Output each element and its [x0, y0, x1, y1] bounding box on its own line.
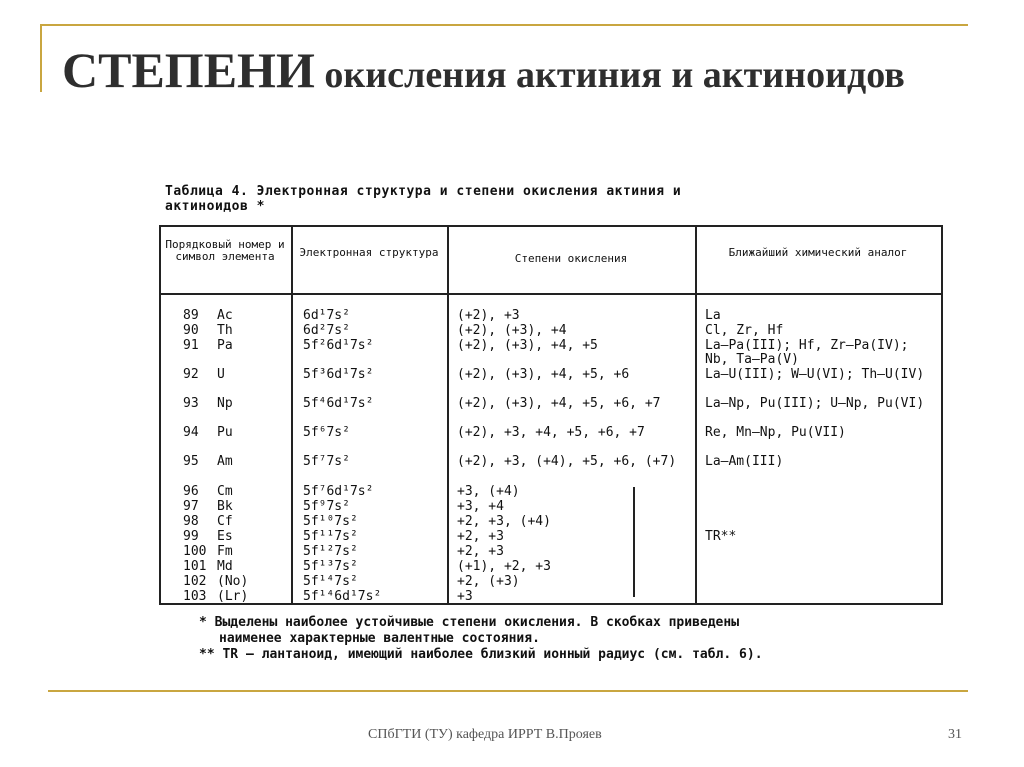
table-caption	[165, 184, 681, 214]
cell-symbol: Am	[217, 454, 233, 469]
cell-states: (+2), (+3), +4, +5, +6, +7	[457, 396, 661, 411]
header-number: Порядковый номер и символ элемента	[165, 238, 285, 263]
cell-structure: 5f²6d¹7s²	[303, 338, 374, 353]
cell-symbol: (No)	[217, 574, 249, 589]
note-1: * Выделены наиболее устойчивые степени окисления. В скобках приведены	[199, 615, 740, 630]
cell-states: +3	[457, 589, 473, 604]
cell-symbol: Es	[217, 529, 233, 544]
cell-structure: 5f¹⁴6d¹7s²	[303, 589, 382, 604]
cell-number: 97	[183, 499, 199, 514]
cell-number: 96	[183, 484, 199, 499]
cell-states: +3, +4	[457, 499, 504, 514]
col-border-3	[695, 225, 697, 605]
oxidation-table	[159, 225, 943, 605]
top-rule	[40, 24, 968, 26]
cell-number: 90	[183, 323, 199, 338]
cell-number: 98	[183, 514, 199, 529]
slide-title	[62, 38, 942, 115]
header-analog: Ближайший химический аналог	[728, 246, 908, 259]
cell-structure: 5f¹²7s²	[303, 544, 358, 559]
cell-number: 101	[183, 559, 207, 574]
cell-symbol: Pa	[217, 338, 233, 353]
cell-number: 91	[183, 338, 199, 353]
title-strong: СТЕПЕНИ	[62, 42, 315, 98]
col-border-1	[291, 225, 293, 605]
cell-number: 89	[183, 308, 199, 323]
cell-structure: 5f⁷7s²	[303, 454, 350, 469]
cell-states: (+1), +2, +3	[457, 559, 551, 574]
cell-structure: 6d²7s²	[303, 323, 350, 338]
scanned-table-image	[155, 172, 955, 672]
cell-states: +2, (+3)	[457, 574, 520, 589]
cell-number: 92	[183, 367, 199, 382]
col-border-0	[159, 225, 161, 605]
cell-states: +2, +3	[457, 544, 504, 559]
cell-symbol: U	[217, 367, 225, 382]
cell-symbol: Ac	[217, 308, 233, 323]
cell-states: (+2), (+3), +4, +5, +6	[457, 367, 630, 382]
cell-analog: Re, Mn—Np, Pu(VII)	[705, 425, 846, 440]
cell-analog: Cl, Zr, Hf	[705, 323, 784, 338]
cell-states: +2, +3	[457, 529, 504, 544]
cell-states: (+2), (+3), +4	[457, 323, 567, 338]
note-1-cont: наименее характерные валентные состояния.	[219, 631, 540, 646]
cell-number: 95	[183, 454, 199, 469]
cell-analog: La—Np, Pu(III); U—Np, Pu(VI)	[705, 396, 925, 411]
cell-symbol: (Lr)	[217, 589, 249, 604]
cell-structure: 5f⁷6d¹7s²	[303, 484, 374, 499]
cell-structure: 5f¹³7s²	[303, 559, 358, 574]
cell-structure: 5f¹¹7s²	[303, 529, 358, 544]
cell-symbol: Md	[217, 559, 233, 574]
cell-structure: 5f³6d¹7s²	[303, 367, 374, 382]
cell-symbol: Pu	[217, 425, 233, 440]
cell-analog: La	[705, 308, 721, 323]
cell-number: 94	[183, 425, 199, 440]
cell-number: 100	[183, 544, 207, 559]
col-border-4	[941, 225, 943, 605]
table-top-border	[159, 225, 943, 227]
cell-structure: 5f¹⁴7s²	[303, 574, 358, 589]
cell-structure: 6d¹7s²	[303, 308, 350, 323]
cell-symbol: Np	[217, 396, 233, 411]
cell-analog: La—Pa(III); Hf, Zr—Pa(IV); Nb, Ta—Pa(V)	[705, 338, 909, 367]
col-border-2	[447, 225, 449, 605]
header-separator	[159, 293, 943, 295]
cell-symbol: Cf	[217, 514, 233, 529]
cell-structure: 5f⁹7s²	[303, 499, 350, 514]
header-states: Степени окисления	[514, 252, 628, 265]
cell-structure: 5f¹⁰7s²	[303, 514, 358, 529]
cell-symbol: Th	[217, 323, 233, 338]
cell-number: 93	[183, 396, 199, 411]
cell-number: 99	[183, 529, 199, 544]
cell-states: +3, (+4)	[457, 484, 520, 499]
header-structure: Электронная структура	[299, 246, 439, 259]
table-notes	[199, 615, 763, 663]
cell-structure: 5f⁶7s²	[303, 425, 350, 440]
caption-line-2: актиноидов *	[165, 199, 265, 214]
cell-structure: 5f⁴6d¹7s²	[303, 396, 374, 411]
cell-number: 103	[183, 589, 207, 604]
cell-symbol: Cm	[217, 484, 233, 499]
cell-analog: La—U(III); W—U(VI); Th—U(IV)	[705, 367, 925, 382]
cell-states: (+2), +3, +4, +5, +6, +7	[457, 425, 645, 440]
cell-analog: La—Am(III)	[705, 454, 784, 469]
cell-analog: TR**	[705, 529, 737, 544]
caption-line-1: Таблица 4. Электронная структура и степени окисления актиния и	[165, 184, 682, 199]
cell-states: +2, +3, (+4)	[457, 514, 551, 529]
cell-states: (+2), +3	[457, 308, 520, 323]
cell-states: (+2), +3, (+4), +5, +6, (+7)	[457, 454, 677, 469]
left-accent-rule	[40, 24, 42, 92]
note-2: ** TR — лантаноид, имеющий наиболее близкий ионный радиус (см. табл. 6).	[199, 647, 763, 662]
title-rest: окисления актиния и актиноидов	[314, 54, 905, 96]
bottom-rule	[48, 690, 968, 692]
page-number: 31	[948, 727, 962, 742]
footer-text: СПбГТИ (ТУ) кафедра ИРРТ В.Прояев	[368, 727, 602, 742]
cell-number: 102	[183, 574, 207, 589]
cell-states: (+2), (+3), +4, +5	[457, 338, 598, 353]
cell-symbol: Bk	[217, 499, 233, 514]
cell-symbol: Fm	[217, 544, 233, 559]
